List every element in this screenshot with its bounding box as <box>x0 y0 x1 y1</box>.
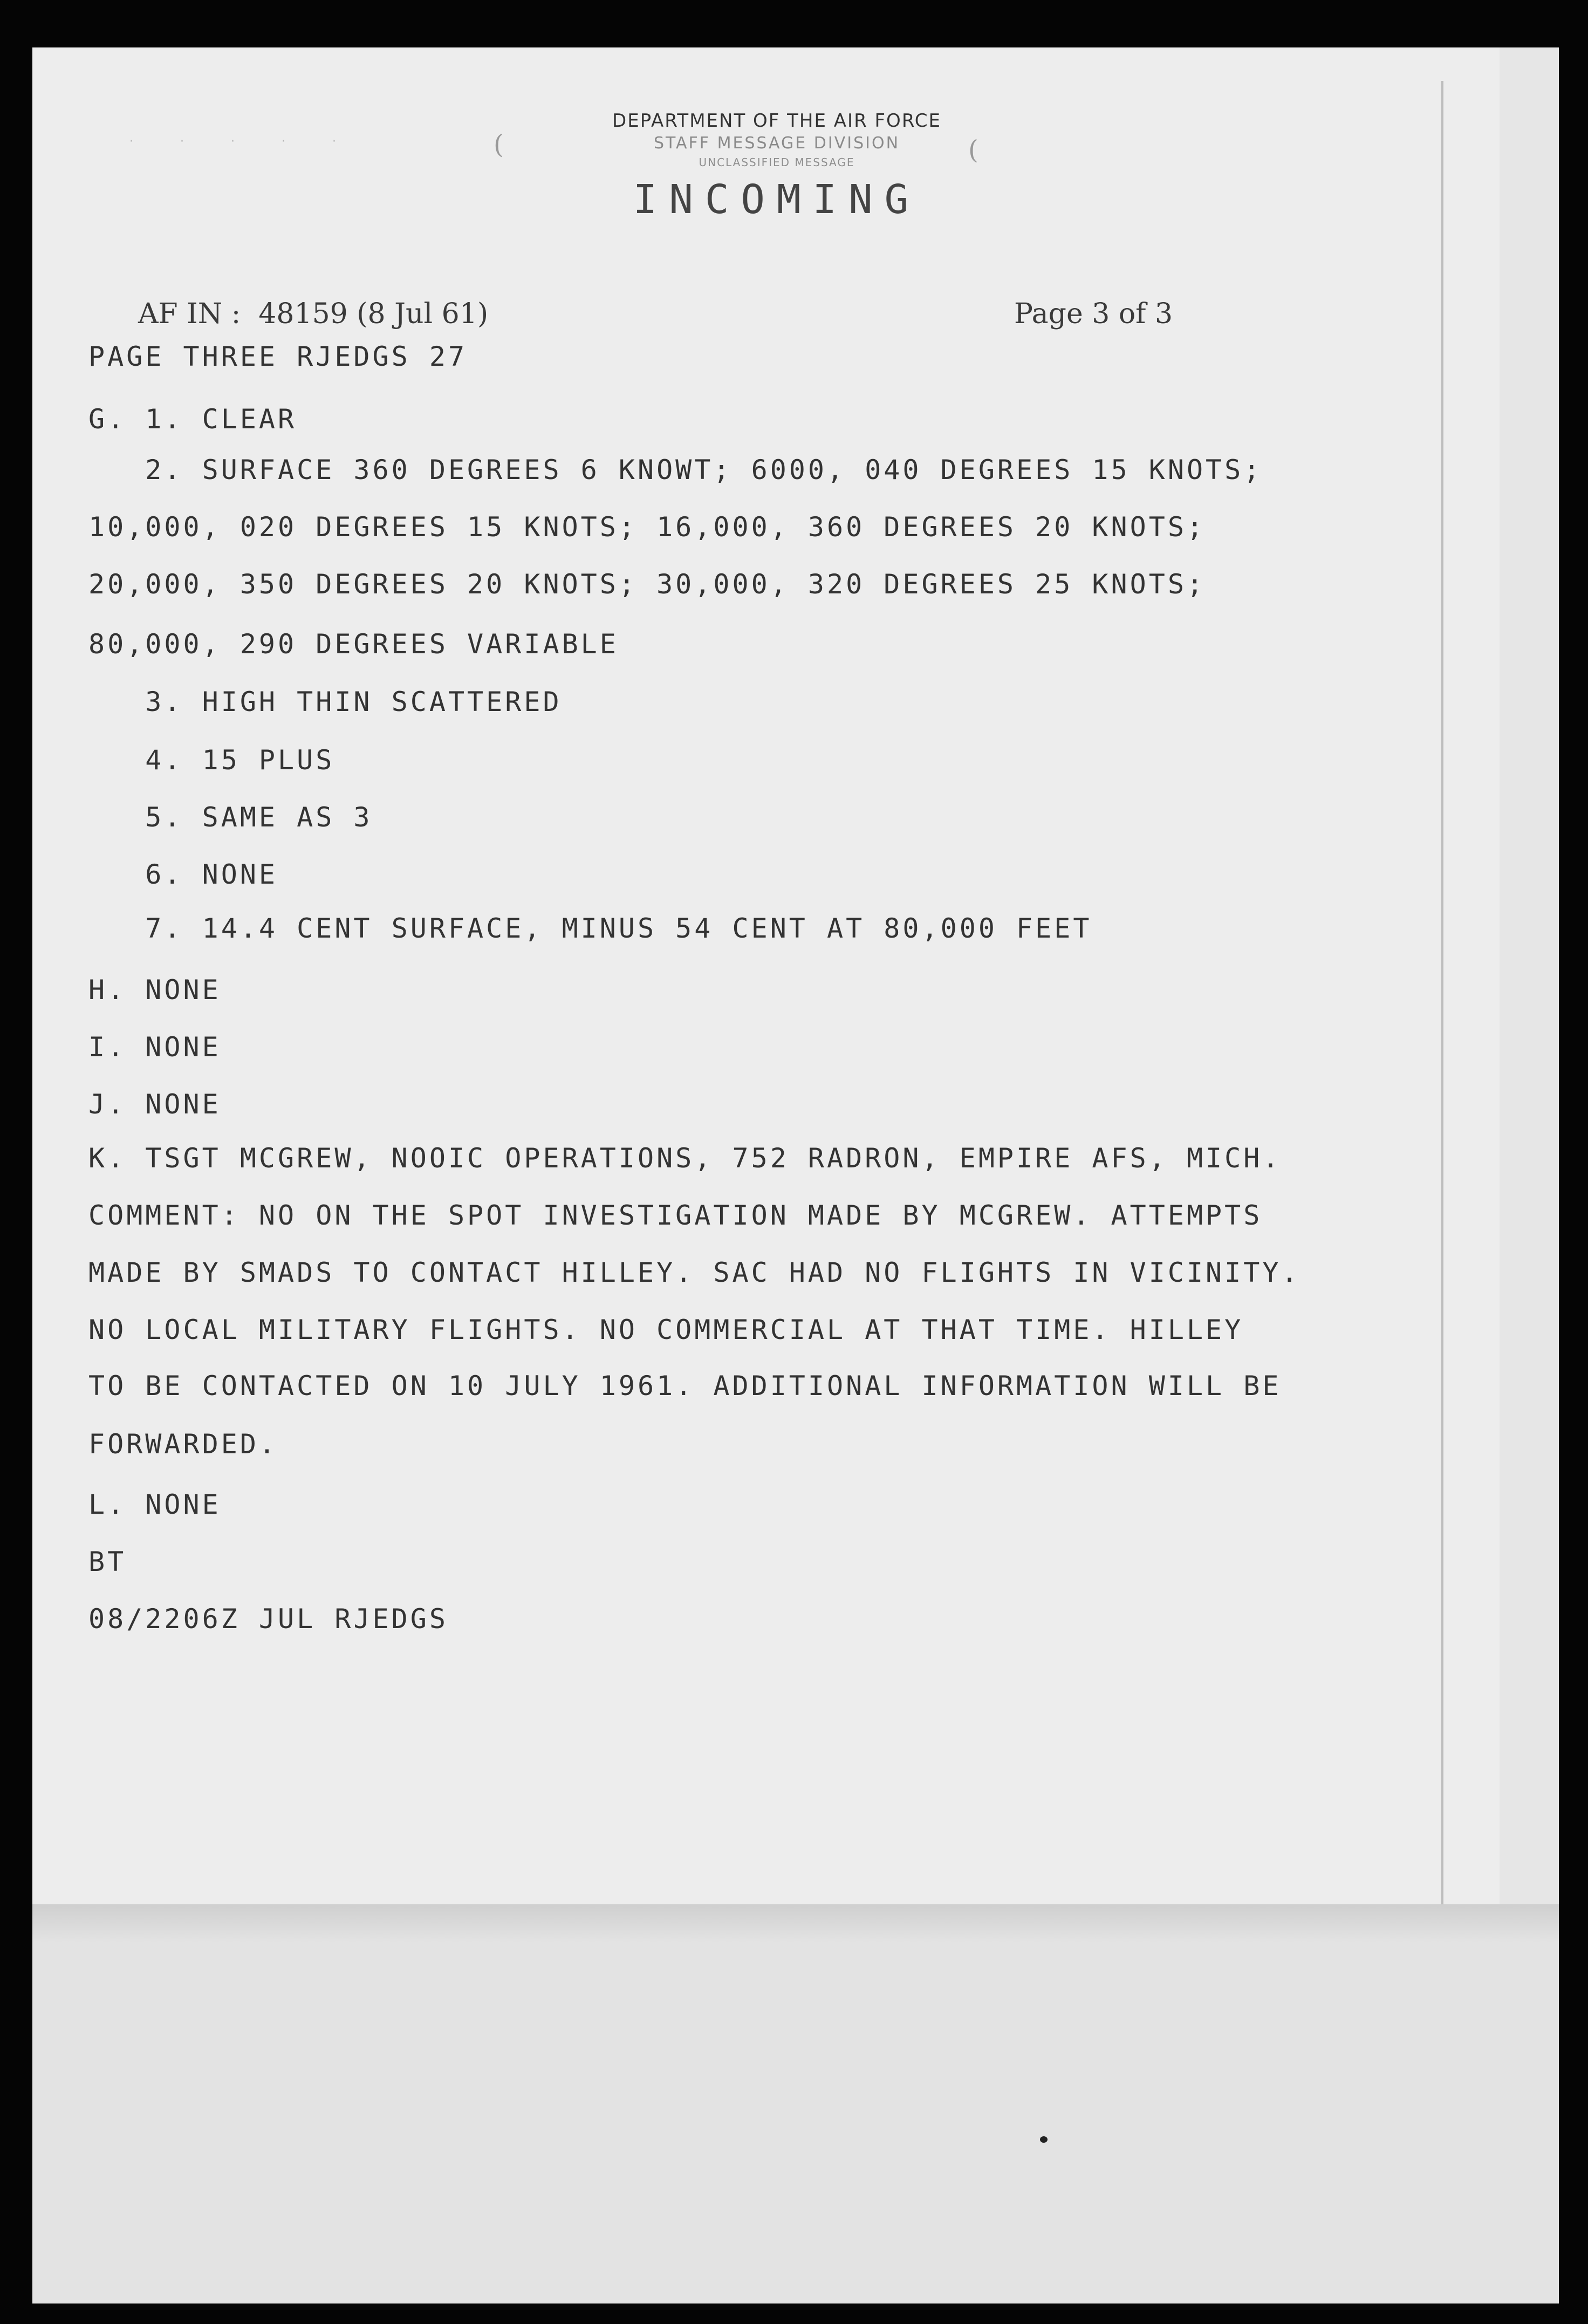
message-line: 3. HIGH THIN SCATTERED <box>88 686 562 717</box>
message-line: J. NONE <box>88 1089 221 1120</box>
division-title: STAFF MESSAGE DIVISION <box>653 134 900 153</box>
message-line: 20,000, 350 DEGREES 20 KNOTS; 30,000, 320 DEGREES 25 KNOTS; <box>88 569 1206 600</box>
message-line: 08/2206Z JUL RJEDGS <box>88 1603 448 1635</box>
message-line: G. 1. CLEAR <box>88 404 297 435</box>
page-edge <box>1500 47 1559 1919</box>
page-fold-line <box>1441 81 1443 1904</box>
page-indicator: Page 3 of 3 <box>1014 298 1173 330</box>
message-line: 5. SAME AS 3 <box>88 802 373 833</box>
message-line: 2. SURFACE 360 DEGREES 6 KNOWT; 6000, 040 DEGREES 15 KNOTS; <box>88 454 1263 486</box>
message-line: NO LOCAL MILITARY FLIGHTS. NO COMMERCIAL AT THAT TIME. HILLEY <box>88 1314 1244 1345</box>
message-line: 80,000, 290 DEGREES VARIABLE <box>88 628 619 660</box>
message-line: MADE BY SMADS TO CONTACT HILLEY. SAC HAD NO FLIGHTS IN VICINITY. <box>88 1257 1300 1288</box>
message-line: K. TSGT MCGREW, NOOIC OPERATIONS, 752 RADRON, EMPIRE AFS, MICH. <box>88 1143 1282 1174</box>
message-line: BT <box>88 1546 127 1577</box>
scan-backing-shadow <box>32 1904 1559 1942</box>
message-line: L. NONE <box>88 1489 221 1520</box>
message-line: I. NONE <box>88 1031 221 1063</box>
message-line: COMMENT: NO ON THE SPOT INVESTIGATION MADE BY MCGREW. ATTEMPTS <box>88 1200 1263 1231</box>
stamp-residue: · · · · · <box>129 135 358 148</box>
stamp-bracket-left: ( <box>494 129 504 160</box>
message-stamp-header <box>583 109 971 227</box>
af-in-number: AF IN : 48159 (8 Jul 61) <box>138 298 489 330</box>
message-line: 4. 15 PLUS <box>88 744 335 776</box>
incoming-label: INCOMING <box>633 176 921 223</box>
message-line: H. NONE <box>88 974 221 1006</box>
scan-backing <box>32 1904 1559 2304</box>
message-line: 7. 14.4 CENT SURFACE, MINUS 54 CENT AT 80,000 FEET <box>88 913 1092 944</box>
classification-label: UNCLASSIFIED MESSAGE <box>699 156 855 169</box>
message-line: 10,000, 020 DEGREES 15 KNOTS; 16,000, 360 DEGREES 20 KNOTS; <box>88 511 1206 543</box>
dust-speck <box>1040 2136 1048 2143</box>
department-title: DEPARTMENT OF THE AIR FORCE <box>612 110 941 132</box>
message-line: 6. NONE <box>88 859 278 890</box>
stamp-bracket-right: ( <box>968 135 978 165</box>
message-line: TO BE CONTACTED ON 10 JULY 1961. ADDITIONAL INFORMATION WILL BE <box>88 1370 1282 1402</box>
message-line: PAGE THREE RJEDGS 27 <box>88 341 468 372</box>
message-line: FORWARDED. <box>88 1428 278 1460</box>
